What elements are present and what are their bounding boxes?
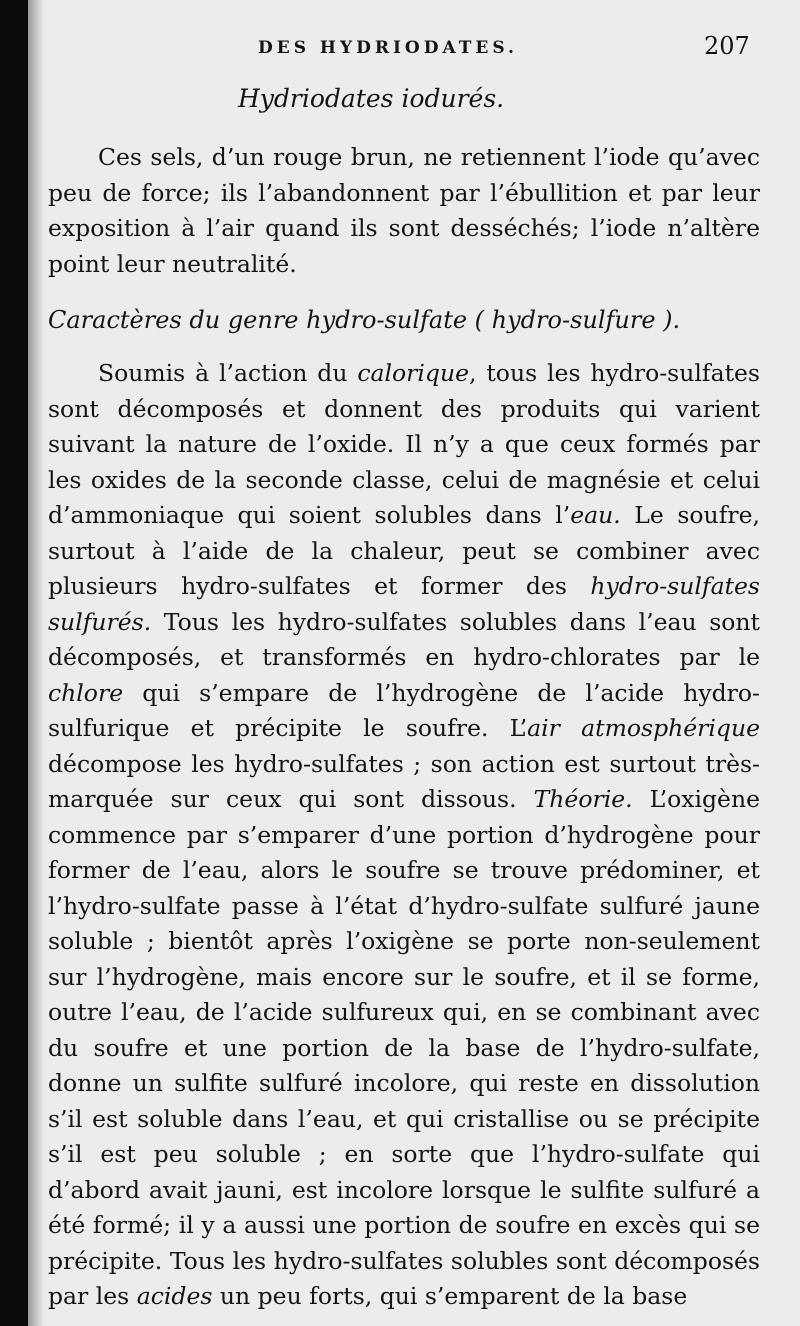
emphasis-theorie: Théorie. — [533, 785, 633, 813]
text-run: L’oxigène commence par s’emparer d’une portion d’hydrogène pour former de l’eau, alors le soufre se trouve prédominer, et l’hydro-sulfate passe à l’état d’hydro-sulfate sulfuré jaune soluble ; bientôt après l’oxigène se porte non-seulement sur l’hydrogène, mais encore sur le soufre, et il se forme, outre l’eau, de l’acide sulfureux qui, en se combinant avec du soufre et une portion de la base de l’hydro-sulfate, donne un sulfite sulfuré incolore, qui reste en dissolution s’il est soluble dans l’eau, et qui cristallise ou se précipite s’il est peu soluble ; en sorte que l’hydro-sulfate qui d’abord avait jauni, est incolore lorsque le sulfite sulfuré a été formé; il y a aussi une portion de soufre en excès qui se précipite. Tous les hydro-sulfates solubles sont décomposés par les — [48, 785, 760, 1310]
text-run: qui s’empare de l’hydrogène de l’acide hydro-sulfurique et précipite le soufre. L’ — [48, 678, 760, 742]
text-run: Le soufre, surtout à l’aide de la chaleur, peut se combiner avec plusieurs hydro-sulfates et former des — [48, 501, 760, 600]
emphasis-eau: eau. — [570, 501, 621, 529]
section-subtitle: Hydriodates iodurés. — [238, 84, 505, 113]
paragraph-hydriodates: Ces sels, d’un rouge brun, ne retiennent l’iode qu’avec peu de force; ils l’abandonnent par l’ébullition et par leur exposition à l’air quand ils sont desséchés; l’iode n’altère point leur neutralité. — [48, 143, 760, 278]
book-page — [28, 0, 800, 1326]
text-run: un peu forts, qui s’emparent de la base — [212, 1282, 688, 1310]
running-head: DES HYDRIODATES. — [258, 38, 518, 58]
page-number: 207 — [704, 32, 750, 60]
page-spine-shadow — [28, 0, 44, 1326]
text-run: décompose les hydro-sulfates ; son action est surtout très-marquée sur ceux qui sont dissous. — [48, 749, 760, 813]
emphasis-acides: acides — [136, 1282, 213, 1310]
text-run: , tous les hydro-sulfates sont décomposés et donnent des produits qui varient suivant la nature de l’oxide. Il n’y a que ceux formés par les oxides de la seconde classe, celui de magnésie et celui d’ammoniaque qui soient solubles dans l’ — [48, 359, 760, 529]
text-run: Soumis à l’action du — [98, 359, 358, 387]
emphasis-hydro-sulfates-sulfures: hydro-sulfates sulfurés. — [48, 572, 760, 636]
emphasis-chlore: chlore — [48, 678, 124, 707]
page-header — [28, 28, 800, 72]
paragraph-hydro-sulfates — [48, 356, 760, 1315]
section-title: Caractères du genre hydro-sulfate ( hydro-sulfure ). — [48, 306, 681, 334]
text-run: Tous les hydro-sulfates solubles dans l’eau sont décomposés, et transformés en hydro-chlorates par le — [48, 607, 760, 671]
emphasis-calorique: calorique — [357, 359, 470, 387]
emphasis-air-atmospherique: air atmosphérique — [527, 714, 760, 742]
